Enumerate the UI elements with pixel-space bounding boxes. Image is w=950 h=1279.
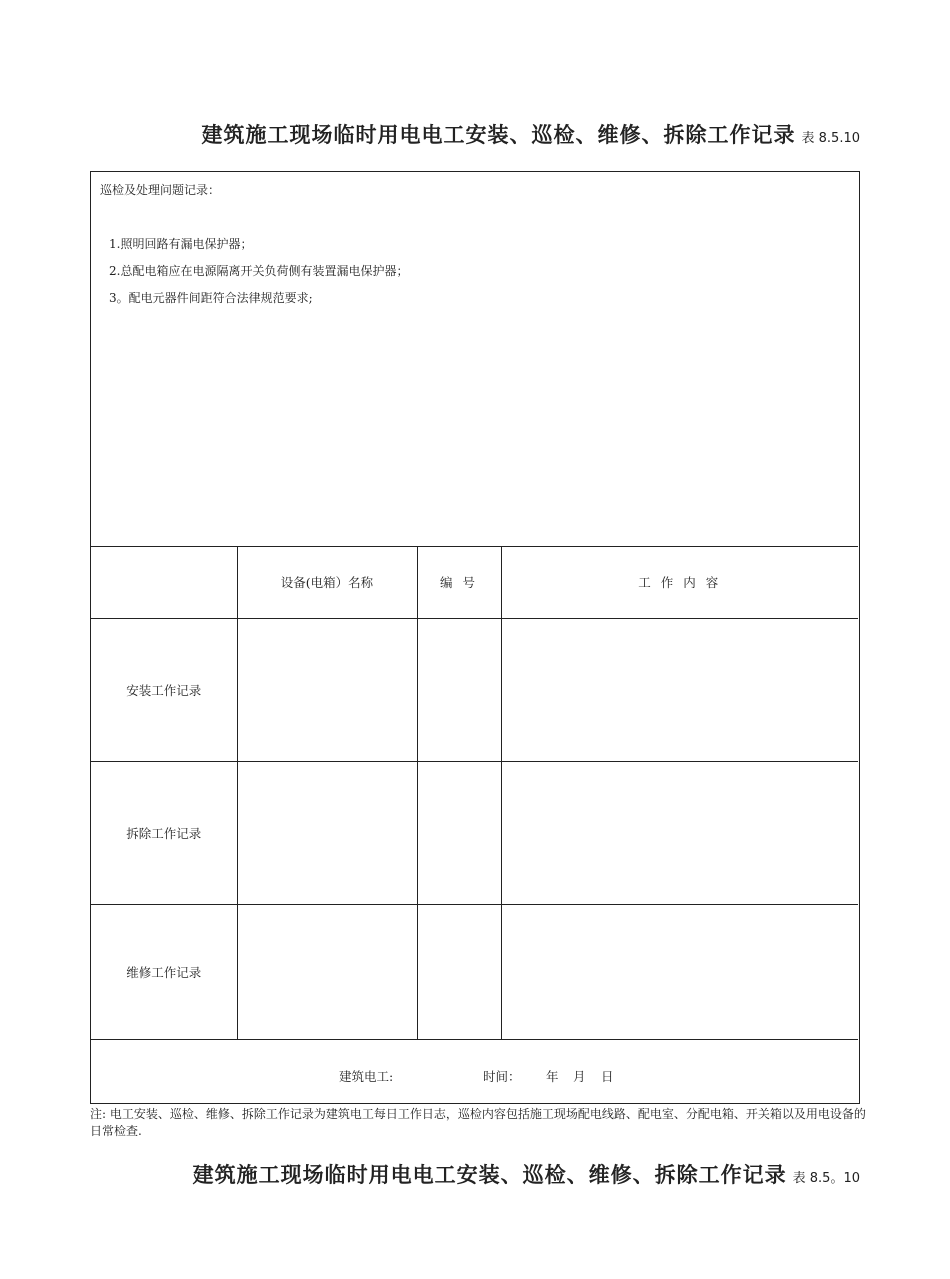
inspection-item-2: 2.总配电箱应在电源隔离开关负荷侧有装置漏电保护器；: [109, 264, 409, 278]
inspection-item-1: 1.照明回路有漏电保护器；: [109, 237, 253, 251]
inspection-heading: 巡检及处理问题记录：: [100, 183, 221, 197]
header-cell-blank: [91, 546, 237, 618]
page-title: [202, 119, 860, 149]
title-text: 建筑施工现场临时用电电工安装、巡检、维修、拆除工作记录: [201, 123, 796, 147]
install-content-cell[interactable]: [501, 618, 858, 761]
footnote: 注: 电工安装、巡检、维修、拆除工作记录为建筑电工每日工作日志，巡检内容包括施工现场配电线路、配电室、分配电箱、开关箱以及用电设备的日常检查.: [90, 1107, 866, 1138]
form-code: 表 8.5.10: [801, 131, 860, 146]
inspection-section[interactable]: [91, 172, 858, 547]
install-device-cell[interactable]: [237, 618, 417, 761]
table-row-repair: [91, 904, 858, 1039]
header-number: 编 号: [417, 546, 501, 618]
row-label-install: 安装工作记录: [91, 618, 237, 761]
header-device-name: 设备(电箱）名称: [237, 546, 417, 618]
electrician-label: 建筑电工:: [339, 1069, 394, 1084]
table-row-remove: [91, 761, 858, 904]
work-record-table: [91, 546, 858, 1040]
repair-device-cell[interactable]: [237, 904, 417, 1039]
table-row-install: [91, 618, 858, 761]
remove-device-cell[interactable]: [237, 761, 417, 904]
row-label-repair: 维修工作记录: [91, 904, 237, 1039]
row-label-remove: 拆除工作记录: [91, 761, 237, 904]
record-form: [90, 171, 860, 1104]
remove-number-cell[interactable]: [417, 761, 501, 904]
form-code-repeat: 表 8.5。10: [792, 1171, 860, 1186]
inspection-item-3: 3。配电元器件间距符合法律规范要求;: [109, 291, 313, 305]
table-header-row: [91, 546, 858, 618]
title-text-repeat: 建筑施工现场临时用电电工安装、巡检、维修、拆除工作记录: [192, 1163, 787, 1187]
repair-number-cell[interactable]: [417, 904, 501, 1039]
install-number-cell[interactable]: [417, 618, 501, 761]
year-label: 年: [546, 1069, 559, 1084]
month-label: 月: [573, 1069, 586, 1084]
header-work-content: 工 作 内 容: [501, 546, 858, 618]
page-title-repeat: [193, 1159, 860, 1189]
day-label: 日: [601, 1069, 614, 1084]
remove-content-cell[interactable]: [501, 761, 858, 904]
repair-content-cell[interactable]: [501, 904, 858, 1039]
time-label: 时间：: [483, 1069, 521, 1084]
signature-row: [91, 1039, 858, 1104]
